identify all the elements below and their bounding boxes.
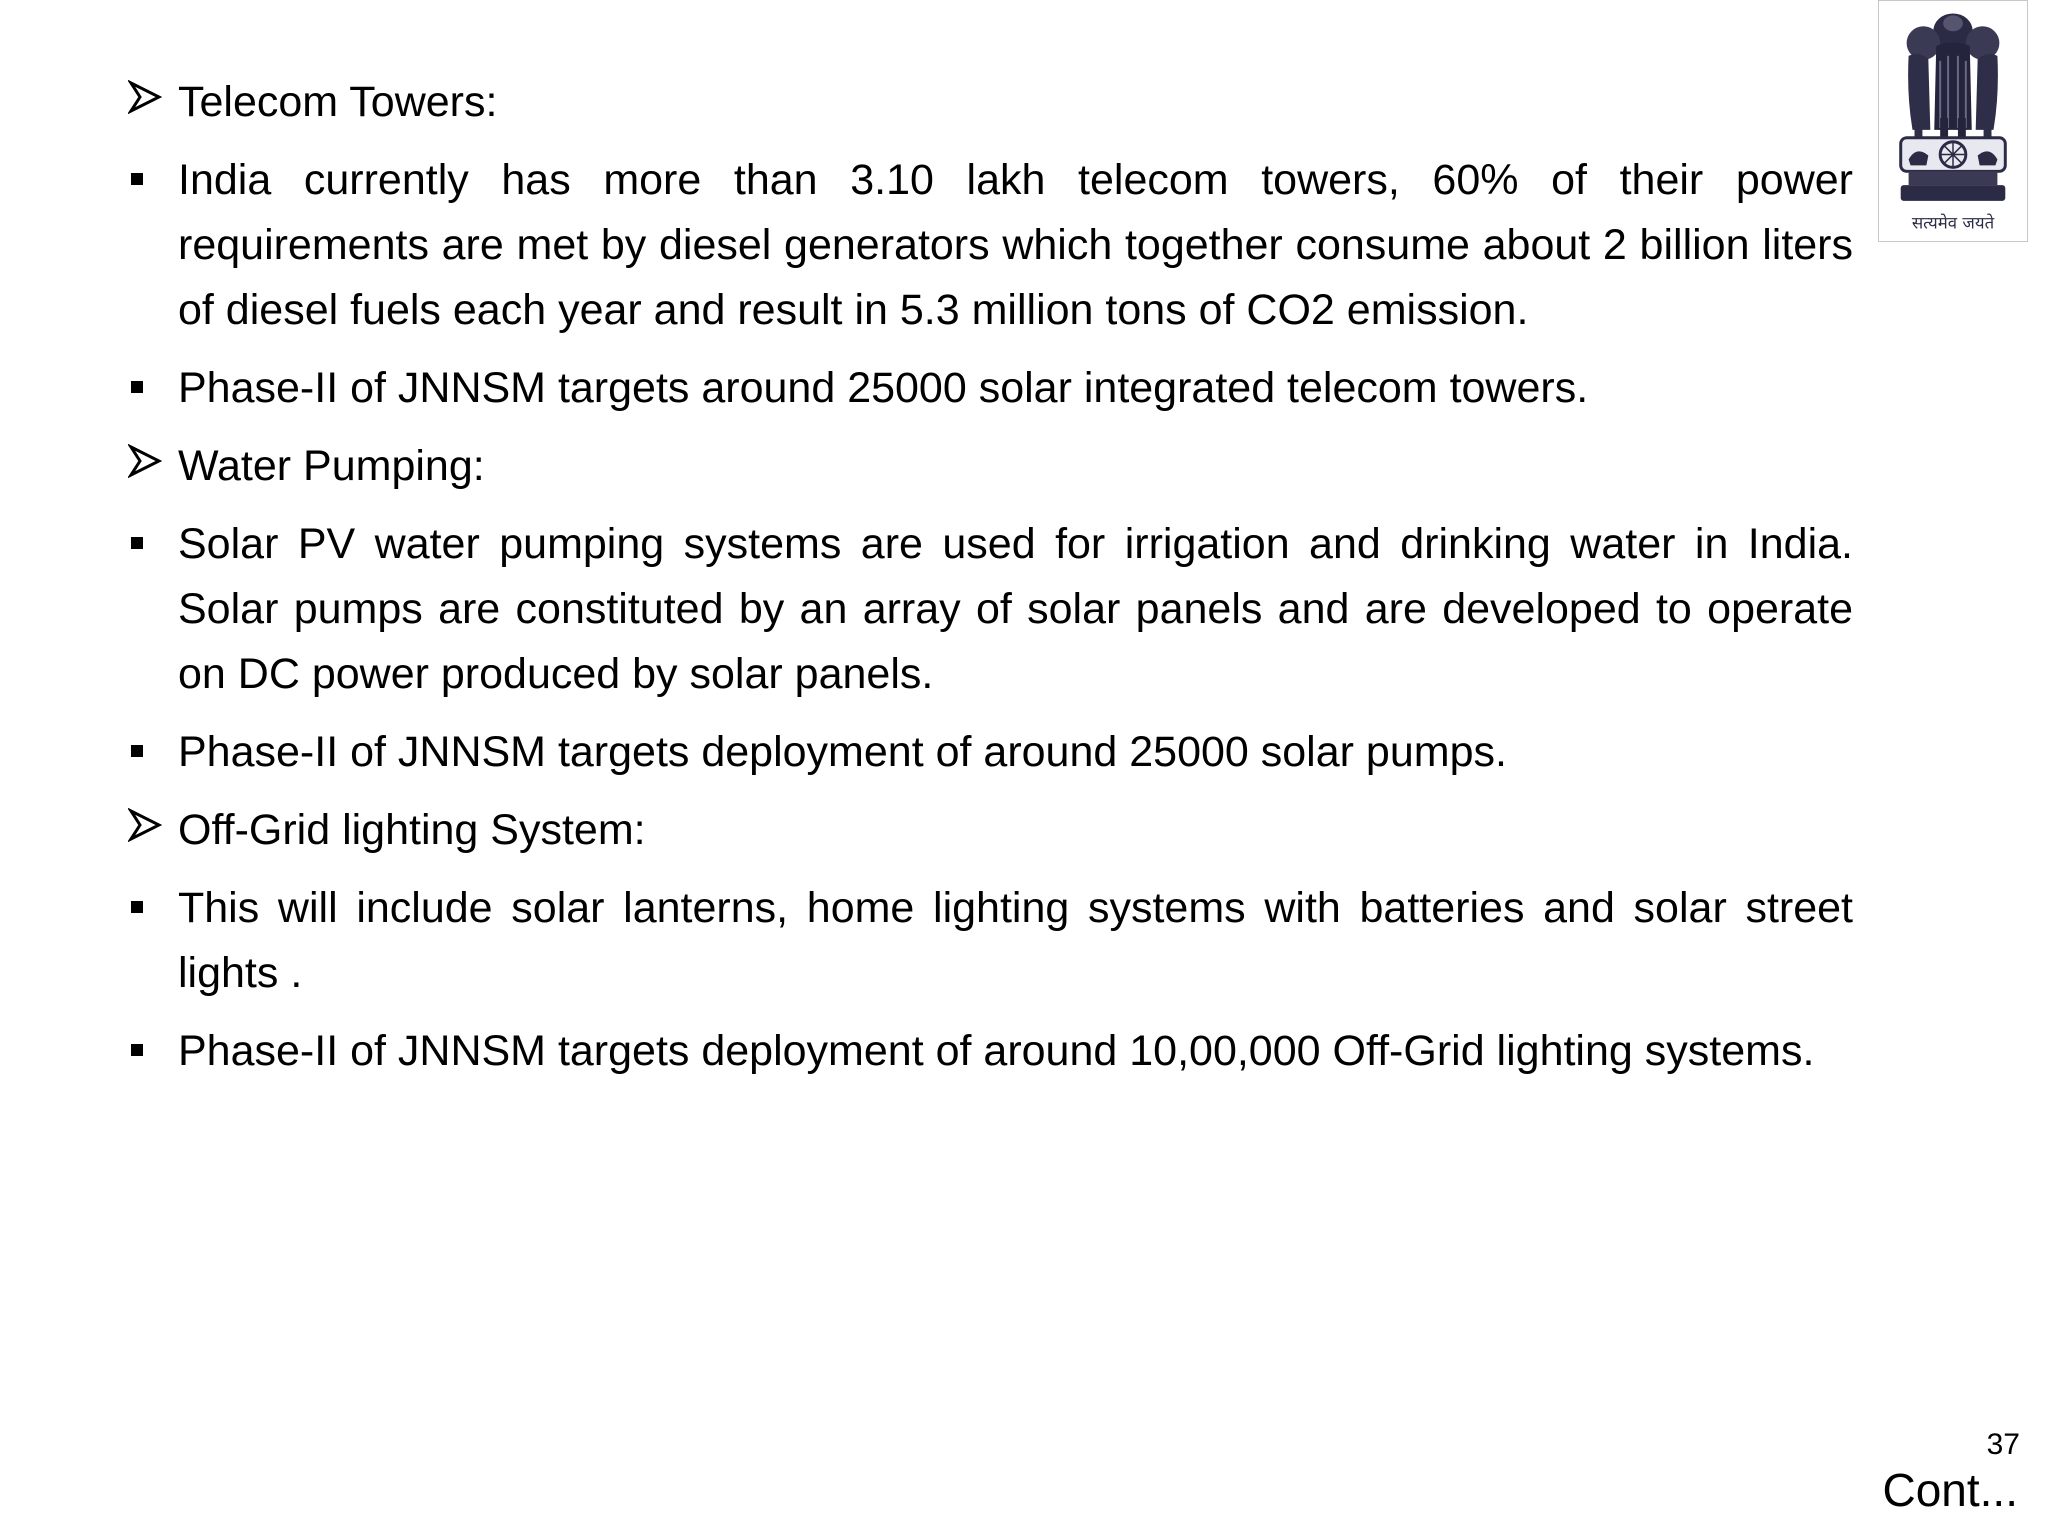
heading-text: Water Pumping: — [178, 442, 485, 490]
bullet-text: Phase-II of JNNSM targets deployment of around 25000 solar pumps. — [178, 728, 1507, 776]
bullet-item — [128, 720, 1853, 785]
bullet-text: This will include solar lanterns, home lighting systems with batteries and solar street lights . — [178, 884, 1853, 997]
bullet-item — [128, 1019, 1853, 1084]
page-number: 37 — [1986, 1428, 2020, 1461]
section-heading-off-grid-lighting — [128, 798, 1853, 863]
national-emblem-logo — [1878, 0, 2028, 242]
slide-content — [128, 70, 1853, 1097]
bullet-text: India currently has more than 3.10 lakh telecom towers, 60% of their power requirements are met by diesel generators which together consume about 2 billion liters of diesel fuels each year and result in 5.3 million tons of CO2 emission. — [178, 156, 1853, 334]
heading-text: Telecom Towers: — [178, 78, 498, 126]
square-bullet-icon — [131, 901, 143, 913]
square-bullet-icon — [131, 537, 143, 549]
bullet-text: Solar PV water pumping systems are used for irrigation and drinking water in India. Solar pumps are constituted by an array of solar panels and are developed to operate on DC power produced by solar panels. — [178, 520, 1853, 698]
bullet-text: Phase-II of JNNSM targets deployment of around 10,00,000 Off-Grid lighting systems. — [178, 1027, 1815, 1075]
section-heading-telecom-towers — [128, 70, 1853, 135]
square-bullet-icon — [131, 381, 143, 393]
square-bullet-icon — [131, 1044, 143, 1056]
bullet-text: Phase-II of JNNSM targets around 25000 solar integrated telecom towers. — [178, 364, 1589, 412]
continuation-label: Cont... — [1882, 1464, 2018, 1516]
arrow-bullet-icon — [128, 444, 162, 478]
heading-text: Off-Grid lighting System: — [178, 806, 646, 854]
svg-text:सत्यमेव जयते: सत्यमेव जयते — [1911, 212, 1995, 233]
bullet-item — [128, 512, 1853, 707]
bullet-item — [128, 148, 1853, 343]
arrow-bullet-icon — [128, 808, 162, 842]
emblem-icon — [1879, 1, 2027, 241]
square-bullet-icon — [131, 173, 143, 185]
bullet-item — [128, 356, 1853, 421]
bullet-item — [128, 876, 1853, 1006]
arrow-bullet-icon — [128, 80, 162, 114]
square-bullet-icon — [131, 745, 143, 757]
section-heading-water-pumping — [128, 434, 1853, 499]
